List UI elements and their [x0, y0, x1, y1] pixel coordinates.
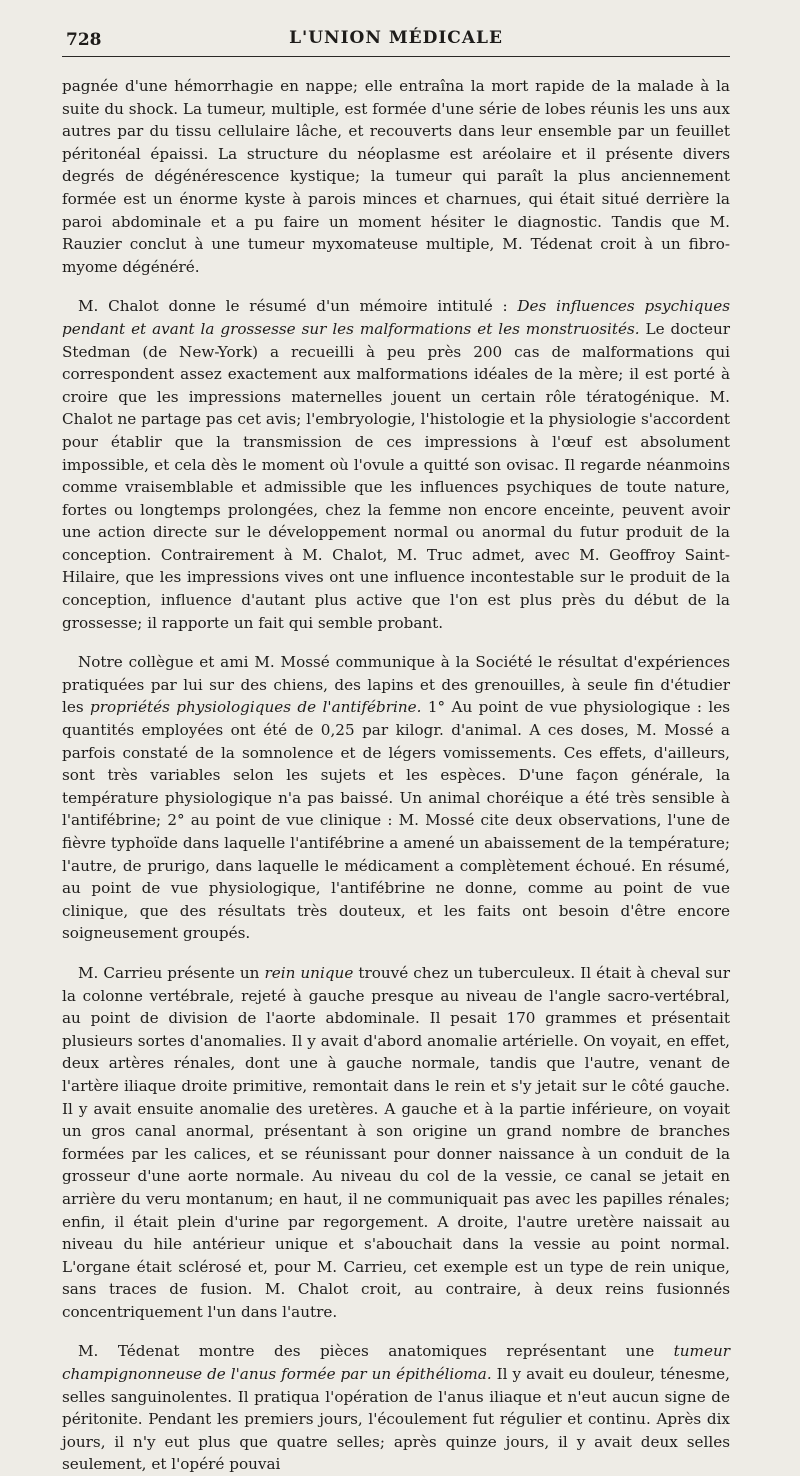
text-run: M. Chalot donne le résumé d'un mémoire intitulé :: [78, 297, 518, 316]
italic-title-run: tumeur champignonneuse de l'anus formée par un épithélioma.: [62, 1342, 730, 1384]
italic-title-run: Des influences psychiques pendant et avant la grossesse sur les malformations et les monstruosités.: [62, 297, 731, 338]
text-run: Notre collègue et ami M. Mossé communique à la Société le résultat d'expériences pratiquées par lui sur des chiens, des lapins et des grenouilles, à seule fin d'étudier les: [62, 653, 730, 717]
text-run: Il y avait eu douleur, ténesme, selles sanguinolentes. Il pratiqua l'opération de l'anus iliaque et n'eut aucun signe de péritonite. Pendant les premiers jours, l'écoulement fut régulier et continu. Après dix jours, il n'y eut plus que quatre selles; après quinze jours, il y avait deux selles seulement, et l'opéré pouvai: [62, 1365, 730, 1474]
page-number: 728: [66, 30, 102, 50]
paragraph-tumor-continuation: [62, 75, 730, 278]
body-text: [62, 75, 730, 1476]
text-run: pagnée d'une hémorrhagie en nappe; elle entraîna la mort rapide de la malade à la suite du shock. La tumeur, multiple, est formée d'une série de lobes réunis les uns aux autres par du tissu cellulaire lâche, et recouverts dans leur ensemble par un feuillet péritonéal épaissi. La structure du néoplasme est aréolaire et il présente divers degrés de dégénérescence kystique; la tumeur qui paraît la plus anciennement formée est un énorme kyste à parois minces et charnues, qui était situé derrière la paroi abdominale et a pu faire un moment hésiter le diagnostic. Tandis que M. Rauzier conclut à une tumeur myxomateuse multiple, M. Tédenat croit à un fibro-myome dégénéré.: [62, 77, 730, 276]
text-run: M. Tédenat montre des pièces anatomiques représentant une: [78, 1342, 674, 1361]
paragraph-single-kidney: [62, 962, 730, 1324]
italic-title-run: rein unique: [264, 963, 354, 982]
running-head: L'UNION MÉDICALE: [289, 28, 503, 48]
text-run: trouvé chez un tuberculeux. Il était à cheval sur la colonne vertébrale, rejeté à gauche presque au niveau de l'angle sacro-vertébral, au point de division de l'aorte abdominale. Il pesait 170 grammes et présentait plusieurs sortes d'anomalies. Il y avait d'abord anomalie artérielle. On voyait, en effet, deux artères rénales, dont une à gauche normale, tandis que l'autre, venant de l'artère iliaque droite primitive, remontait dans le rein et s'y jetait sur le côté gauche. Il y avait ensuite anomalie des uretères. A gauche et à la partie inférieure, on voyait un gros canal anormal, présentant à son origine un grand nombre de branches formées par les calices, et se réunissant pour donner naissance à un conduit de la grosseur d'une aorte normale. Au niveau du col de la vessie, ce canal se jetait en arrière du veru montanum; en haut, il ne communiquait pas avec les papilles rénales; enfin, il était plein d'urine par regorgement. A droite, l'autre uretère naissait au niveau du hile antérieur unique et s'abouchait dans la vessie au point normal. L'organe était sclérosé et, pour M. Carrieu, cet exemple est un type de rein unique, sans traces de fusion. M. Chalot croit, au contraire, à deux reins fusionnés concentriquement l'un dans l'autre.: [62, 963, 730, 1321]
paragraph-anal-tumor: [62, 1340, 730, 1476]
paragraph-antifebrine: [62, 651, 730, 945]
paragraph-psychic-influences: [62, 295, 730, 634]
text-run: M. Carrieu présente un: [78, 963, 265, 982]
text-run: Le docteur Stedman (de New-York) a recueilli à peu près 200 cas de malformations qui correspondent assez exactement aux malformations idéales de la mère; il est porté à croire que les impressions maternelles jouent un certain rôle tératogénique. M. Chalot ne partage pas cet avis; l'embryologie, l'histologie et la physiologie s'accordent pour établir que la transmission de ces impressions à l'œuf est absolument impossible, et cela dès le moment où l'ovule a quitté son ovisac. Il regarde néanmoins comme vraisemblable et admissible que les influences psychiques de toute nature, fortes ou longtemps prolongées, chez la femme non encore enceinte, peuvent avoir une action directe sur le développement normal ou anormal du futur produit de la conception. Contrairement à M. Chalot, M. Truc admet, avec M. Geoffroy Saint-Hilaire, que les impressions vives ont une influence incontestable sur le produit de la conception, influence d'autant plus active que l'on est plus près du début de la grossesse; il rapporte un fait qui semble probant.: [62, 319, 730, 632]
italic-title-run: propriétés physiologiques de l'antifébrine.: [90, 698, 422, 717]
page-header: [62, 26, 730, 57]
text-run: 1° Au point de vue physiologique : les quantités employées ont été de 0,25 par kilogr. d'animal. A ces doses, M. Mossé a parfois constaté de la somnolence et de légers vomissements. Ces effets, d'ailleurs, sont très variables selon les sujets et les espèces. D'une façon générale, la température physiologique n'a pas baissé. Un animal choréique a été très sensible à l'antifébrine; 2° au point de vue clinique : M. Mossé cite deux observations, l'une de fièvre typhoïde dans laquelle l'antifébrine a amené un abaissement de la température; l'autre, de prurigo, dans laquelle le médicament a complètement échoué. En résumé, au point de vue physiologique, l'antifébrine ne donne, comme au point de vue clinique, que des résultats très douteux, et les faits ont besoin d'être encore soigneusement groupés.: [62, 698, 730, 943]
